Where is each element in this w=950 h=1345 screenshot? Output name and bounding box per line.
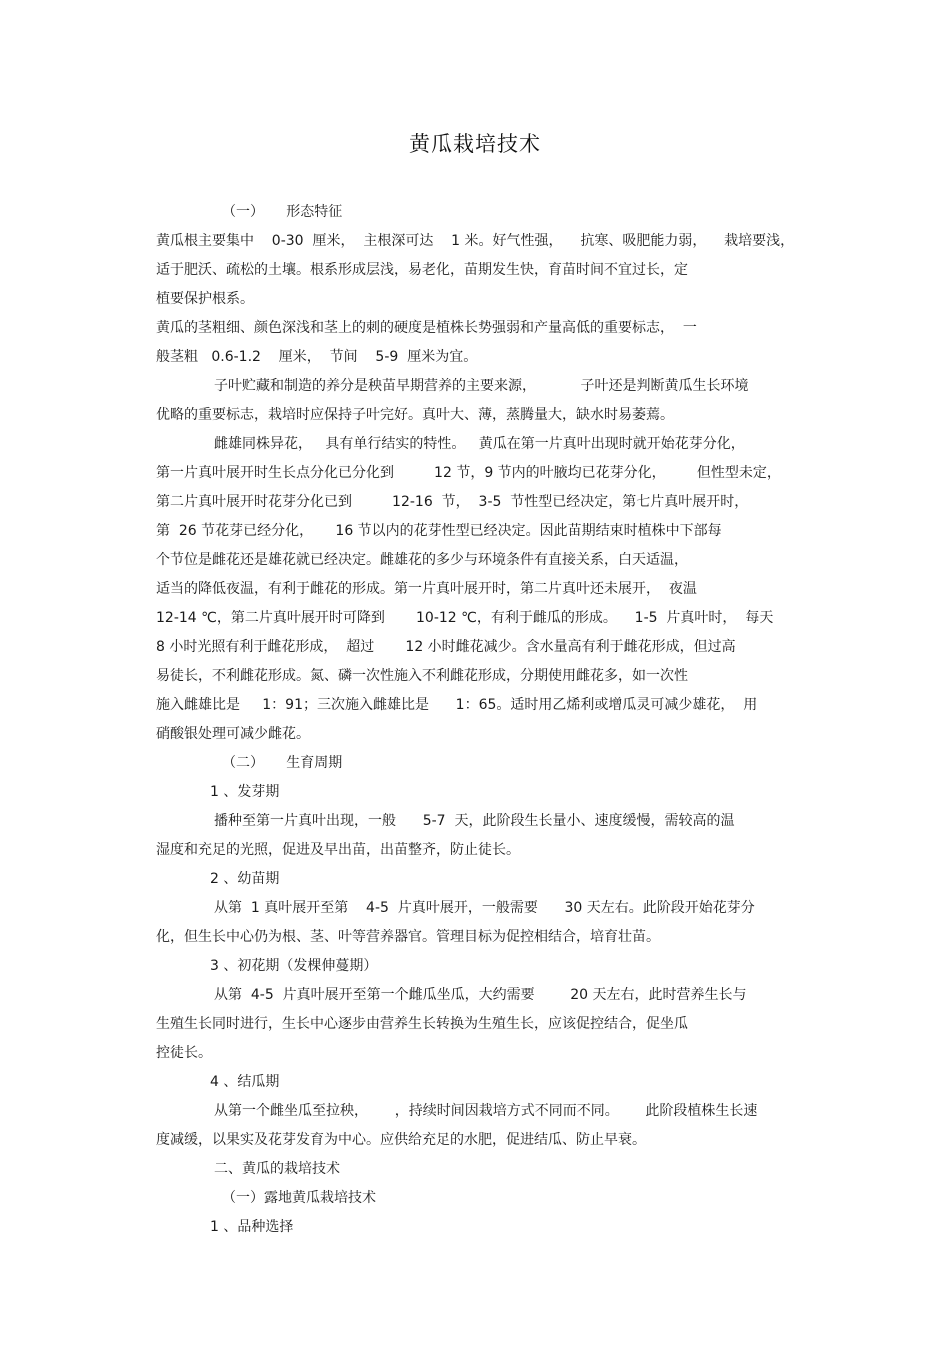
section-heading: 二、黄瓜的栽培技术 [214,1161,340,1177]
paragraph-line: 子叶贮藏和制造的养分是秧苗早期营养的主要来源， 子叶还是判断黄瓜生长环境 [214,378,749,394]
paragraph-line: 硝酸银处理可减少雌花。 [156,726,310,742]
paragraph-line: 第一片真叶展开时生长点分化已分化到 12 节，9 节内的叶腋均已花芽分化， 但性型未定， [156,465,781,481]
subsection-heading: 2 、幼苗期 [210,871,280,887]
paragraph-line: 第 26 节花芽已经分化， 16 节以内的花芽性型已经决定。因此苗期结束时植株中下部每 [156,523,722,539]
paragraph-line: 适于肥沃、疏松的土壤。根系形成层浅，易老化，苗期发生快，育苗时间不宜过长，定 [156,262,688,278]
section-heading: （一） 形态特征 [222,204,343,220]
paragraph-line: 植要保护根系。 [156,291,254,307]
paragraph-line: 黄瓜的茎粗细、颜色深浅和茎上的刺的硬度是植株长势强弱和产量高低的重要标志， 一 [156,320,697,336]
paragraph-line: 个节位是雌花还是雄花就已经决定。雌雄花的多少与环境条件有直接关系，白天适温， [156,552,688,568]
paragraph-line: 优略的重要标志，栽培时应保持子叶完好。真叶大、薄，蒸腾量大，缺水时易萎蔫。 [156,407,674,423]
paragraph-line: 从第 4-5 片真叶展开至第一个雌瓜坐瓜，大约需要 20 天左右，此时营养生长与 [214,987,747,1003]
paragraph-line: 第二片真叶展开时花芽分化已到 12-16 节， 3-5 节性型已经决定，第七片真叶展开时， [156,494,749,510]
paragraph-line: 从第 1 真叶展开至第 4-5 片真叶展开，一般需要 30 天左右。此阶段开始花芽分 [214,900,755,916]
subsection-heading: 4 、结瓜期 [210,1074,280,1090]
paragraph-line: 播种至第一片真叶出现，一般 5-7 天，此阶段生长量小、速度缓慢，需较高的温 [214,813,735,829]
paragraph-line: 12-14 ℃，第二片真叶展开时可降到 10-12 ℃，有利于雌瓜的形成。 1-5 片真叶时， 每天 [156,610,774,626]
paragraph-line: 生殖生长同时进行，生长中心逐步由营养生长转换为生殖生长，应该促控结合，促坐瓜 [156,1016,688,1032]
paragraph-line: 黄瓜根主要集中 0-30 厘米， 主根深可达 1 米。好气性强， 抗寒、吸肥能力弱， 栽培要浅， [156,233,795,249]
subsection-heading: （一）露地黄瓜栽培技术 [222,1190,376,1206]
paragraph-line: 施入雌雄比是 1：91；三次施入雌雄比是 1：65。适时用乙烯利或增瓜灵可减少雄花， 用 [156,697,758,713]
section-heading: （二） 生育周期 [222,755,343,771]
paragraph-line: 控徒长。 [156,1045,212,1061]
subsection-heading: 3 、初花期（发棵伸蔓期） [210,958,378,974]
paragraph-line: 湿度和充足的光照，促进及早出苗，出苗整齐，防止徒长。 [156,842,520,858]
paragraph-line: 从第一个雌坐瓜至拉秧， ，持续时间因栽培方式不同而不同。 此阶段植株生长速 [214,1103,758,1119]
paragraph-line: 适当的降低夜温，有利于雌花的形成。第一片真叶展开时，第二片真叶还未展开， 夜温 [156,581,697,597]
paragraph-line: 易徒长，不利雌花形成。氮、磷一次性施入不利雌花形成，分期使用雌花多，如一次性 [156,668,688,684]
paragraph-line: 化，但生长中心仍为根、茎、叶等营养器官。管理目标为促控相结合，培育壮苗。 [156,929,660,945]
paragraph-line: 雌雄同株异花， 具有单行结实的特性。 黄瓜在第一片真叶出现时就开始花芽分化， [214,436,745,452]
document-title: 黄瓜栽培技术 [409,132,541,156]
subsection-heading: 1 、发芽期 [210,784,280,800]
subsection-heading: 1 、品种选择 [210,1219,294,1235]
paragraph-line: 般茎粗 0.6-1.2 厘米， 节间 5-9 厘米为宜。 [156,349,478,365]
paragraph-line: 度减缓，以果实及花芽发育为中心。应供给充足的水肥，促进结瓜、防止早衰。 [156,1132,646,1148]
paragraph-line: 8 小时光照有利于雌花形成， 超过 12 小时雌花减少。含水量高有利于雌花形成，但过高 [156,639,736,655]
